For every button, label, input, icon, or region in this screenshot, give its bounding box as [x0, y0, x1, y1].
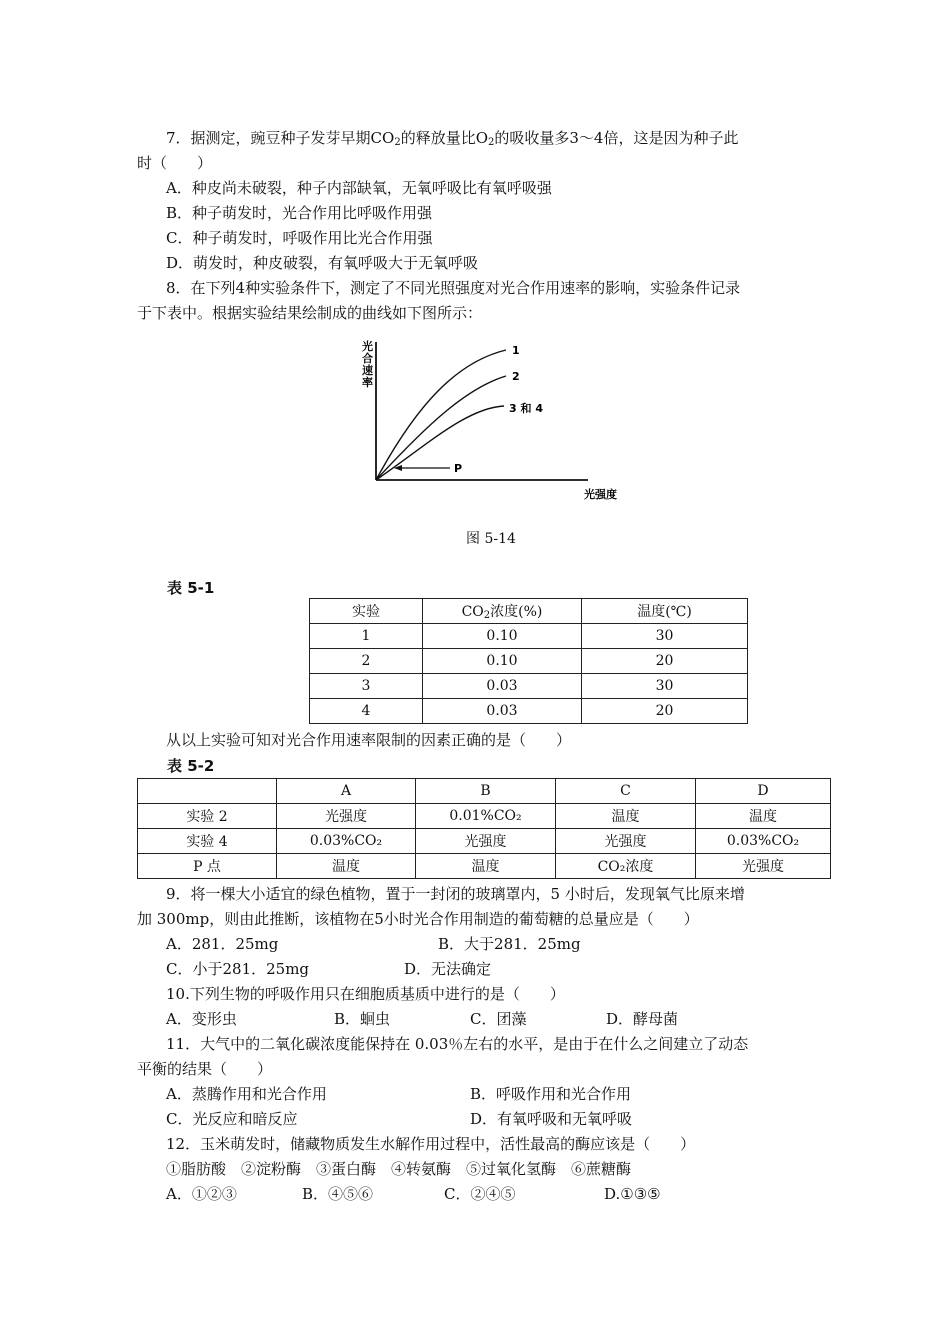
figure-caption: 图 5-14 — [466, 531, 516, 547]
table-header-row — [138, 779, 831, 804]
table-cell: 0.03%CO₂ — [277, 829, 416, 854]
curve-label-1: 1 — [512, 344, 520, 357]
table-5-2 — [137, 778, 831, 879]
y-axis-label: 光合速率 — [362, 340, 373, 389]
table-header-cell: D — [696, 779, 831, 804]
q12-stem: 12．玉米萌发时，储藏物质发生水解作用过程中，活性最高的酶应该是（ ） — [166, 1135, 696, 1153]
curve-label-2: 2 — [512, 370, 520, 383]
q11-stem-line2: 平衡的结果（ ） — [137, 1060, 273, 1078]
table1-title: 表 5-1 — [167, 579, 215, 597]
q12-items: ①脂肪酸 ②淀粉酶 ③蛋白酶 ④转氨酶 ⑤过氧化氢酶 ⑥蔗糖酶 — [166, 1160, 632, 1178]
table-cell: 0.03%CO₂ — [696, 829, 831, 854]
q8-stem-line2: 于下表中。根据实验结果绘制成的曲线如下图所示： — [137, 304, 483, 322]
table-cell: 光强度 — [416, 829, 556, 854]
curve-2 — [376, 376, 506, 480]
table-header-cell: $CO_2$浓度(%) — [423, 599, 582, 624]
q7-stem-line2: 时（ ） — [137, 154, 213, 172]
table-cell: 光强度 — [277, 804, 416, 829]
table-header-cell: C — [556, 779, 696, 804]
q8-stem-line1: 8．在下列4种实验条件下，测定了不同光照强度对光合作用速率的影响，实验条件记录 — [166, 279, 741, 297]
table-row — [310, 674, 748, 699]
table-cell: 0.01%CO₂ — [416, 804, 556, 829]
table-cell: 1 — [310, 624, 423, 649]
table-row — [138, 854, 831, 879]
q11-option-d: D．有氧呼吸和无氧呼吸 — [470, 1110, 633, 1128]
q10-option-b: B．蛔虫 — [334, 1010, 391, 1028]
q11-option-c: C．光反应和暗反应 — [166, 1110, 298, 1128]
table-header-cell: B — [416, 779, 556, 804]
q9-option-d: D．无法确定 — [404, 960, 492, 978]
point-p-label: P — [454, 462, 463, 475]
table-cell: 0.10 — [423, 649, 582, 674]
table-row — [138, 829, 831, 854]
photosynthesis-curve-figure — [356, 336, 646, 506]
table-cell: 光强度 — [696, 854, 831, 879]
q10-option-c: C．团藻 — [470, 1010, 527, 1028]
table-cell: 30 — [582, 624, 748, 649]
q7-stem-line1: 7．据测定，豌豆种子发芽早期$CO_2$的释放量比$O_2$的吸收量多3～4倍，这是因为种子此 — [166, 129, 739, 148]
q9-option-a: A．281．25mg — [166, 935, 279, 953]
table-header-cell: A — [277, 779, 416, 804]
q10-option-d: D．酵母菌 — [606, 1010, 679, 1028]
table-cell: 30 — [582, 674, 748, 699]
q7-option-d: D．萌发时，种皮破裂，有氧呼吸大于无氧呼吸 — [166, 254, 479, 272]
table-header-cell: 实验 — [310, 599, 423, 624]
q10-stem: 10.下列生物的呼吸作用只在细胞质基质中进行的是（ ） — [166, 985, 565, 1003]
table-row — [138, 804, 831, 829]
table-header-cell: 温度(℃) — [582, 599, 748, 624]
table-cell: CO₂浓度 — [556, 854, 696, 879]
q12-option-c: C．②④⑤ — [444, 1185, 516, 1203]
table-cell: 4 — [310, 699, 423, 724]
q11-option-a: A．蒸腾作用和光合作用 — [166, 1085, 327, 1103]
q10-option-a: A．变形虫 — [166, 1010, 237, 1028]
q9-option-c: C．小于281．25mg — [166, 960, 310, 978]
table-cell: 0.03 — [423, 674, 582, 699]
table-cell: 温度 — [696, 804, 831, 829]
q12-option-d: D.①③⑤ — [604, 1185, 661, 1203]
q7-option-c: C．种子萌发时，呼吸作用比光合作用强 — [166, 229, 433, 247]
q9-stem-line2: 加 300mp，则由此推断，该植物在5小时光合作用制造的葡萄糖的总量应是（ ） — [137, 910, 699, 928]
q7-option-b: B．种子萌发时，光合作用比呼吸作用强 — [166, 204, 433, 222]
table-cell: 温度 — [277, 854, 416, 879]
table-cell: 实验 2 — [138, 804, 277, 829]
q7-option-a: A．种皮尚未破裂，种子内部缺氧，无氧呼吸比有氧呼吸强 — [166, 179, 552, 197]
table-cell: 3 — [310, 674, 423, 699]
table-cell: 0.03 — [423, 699, 582, 724]
table-cell: 0.10 — [423, 624, 582, 649]
table-cell: 20 — [582, 699, 748, 724]
q9-stem-line1: 9．将一棵大小适宜的绿色植物，置于一封闭的玻璃罩内，5 小时后，发现氧气比原来增 — [166, 885, 745, 903]
table-header-cell — [138, 779, 277, 804]
table-cell: 温度 — [556, 804, 696, 829]
table-cell: 温度 — [416, 854, 556, 879]
table-5-1 — [309, 598, 748, 724]
q9-option-b: B．大于281．25mg — [438, 935, 581, 953]
table-row — [310, 649, 748, 674]
table-cell: 实验 4 — [138, 829, 277, 854]
table-header-row — [310, 599, 748, 624]
table-cell: 光强度 — [556, 829, 696, 854]
q8-followup: 从以上实验可知对光合作用速率限制的因素正确的是（ ） — [166, 731, 572, 749]
table-cell: P 点 — [138, 854, 277, 879]
table-cell: 2 — [310, 649, 423, 674]
table2-title: 表 5-2 — [167, 757, 215, 775]
q11-option-b: B．呼吸作用和光合作用 — [470, 1085, 632, 1103]
table-row — [310, 624, 748, 649]
q12-option-a: A．①②③ — [166, 1185, 237, 1203]
x-axis-label: 光强度 — [584, 488, 617, 501]
table-row — [310, 699, 748, 724]
table-cell: 20 — [582, 649, 748, 674]
q12-option-b: B．④⑤⑥ — [302, 1185, 374, 1203]
curve-label-3-4: 3 和 4 — [509, 402, 543, 415]
q11-stem-line1: 11．大气中的二氧化碳浓度能保持在 0.03％左右的水平，是由于在什么之间建立了动态 — [166, 1035, 749, 1053]
